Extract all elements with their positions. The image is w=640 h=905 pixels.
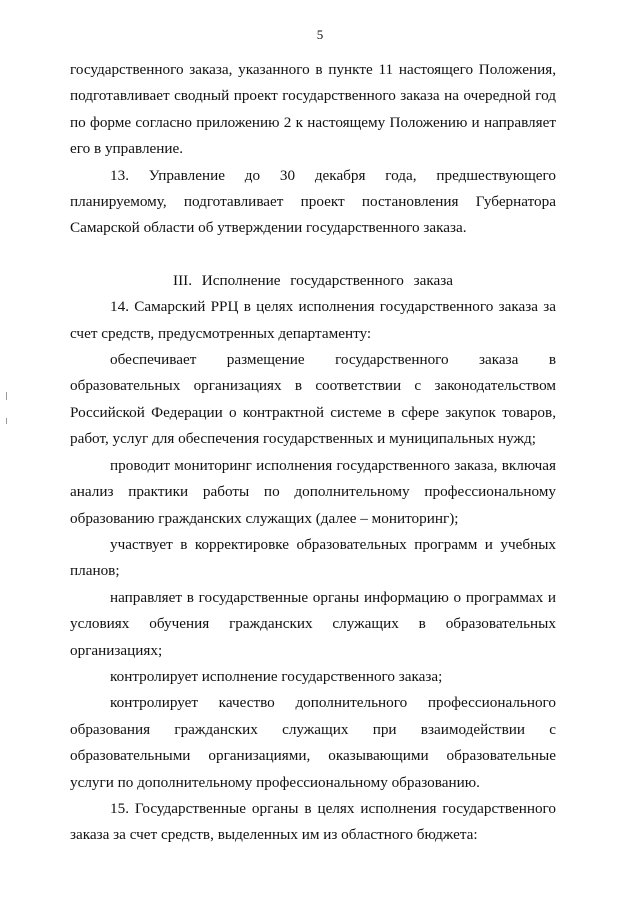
scan-margin-mark: [6, 418, 7, 424]
paragraph-14-item-information: направляет в государственные органы информацию о программах и условиях обучения гражданских служащих в образовательных организациях;: [70, 588, 556, 659]
paragraph-14: 14. Самарский РРЦ в целях исполнения государственного заказа за счет средств, предусмотренных департаменту:: [70, 298, 556, 342]
paragraph-14-item-programs: участвует в корректировке образовательных программ и учебных планов;: [70, 535, 556, 580]
paragraph-12-continuation: государственного заказа, указанного в пункте 11 настоящего Положения, подготавливает сводный проект государственного заказа на очередной год по форме согласно приложению 2 к настоящему Положению и направляет его в управление.: [70, 61, 556, 158]
document-body: [70, 57, 556, 849]
paragraph-14-item-monitoring: проводит мониторинг исполнения государственного заказа, включая анализ практики работы по дополнительному профессиональному образованию гражданских служащих (далее – мониторинг);: [70, 456, 556, 527]
scan-margin-mark: [6, 392, 7, 400]
paragraph-14-item-placement: обеспечивает размещение государственного заказа в образовательных организациях в соответствии с законодательством Российской Федерации о контрактной системе в сфере закупок товаров, работ, услуг для обеспечения государственных и муниципальных нужд;: [70, 351, 556, 448]
paragraph-13: 13. Управление до 30 декабря года, предшествующего планируемому, подготавливает проект постановления Губернатора Самарской области об утверждении государственного заказа.: [70, 166, 556, 237]
section-heading: III. Исполнение государственного заказа: [173, 271, 453, 289]
paragraph-15: 15. Государственные органы в целях исполнения государственного заказа за счет средств, выделенных им из областного бюджета:: [70, 799, 556, 844]
paragraph-14-item-quality: контролирует качество дополнительного профессионального образования гражданских служащих при взаимодействии с образовательными организациями, оказывающими образовательные услуги по дополнительному профессиональному образованию.: [70, 694, 556, 791]
paragraph-14-item-control: контролирует исполнение государственного заказа;: [110, 667, 443, 685]
page-number: 5: [316, 27, 324, 42]
